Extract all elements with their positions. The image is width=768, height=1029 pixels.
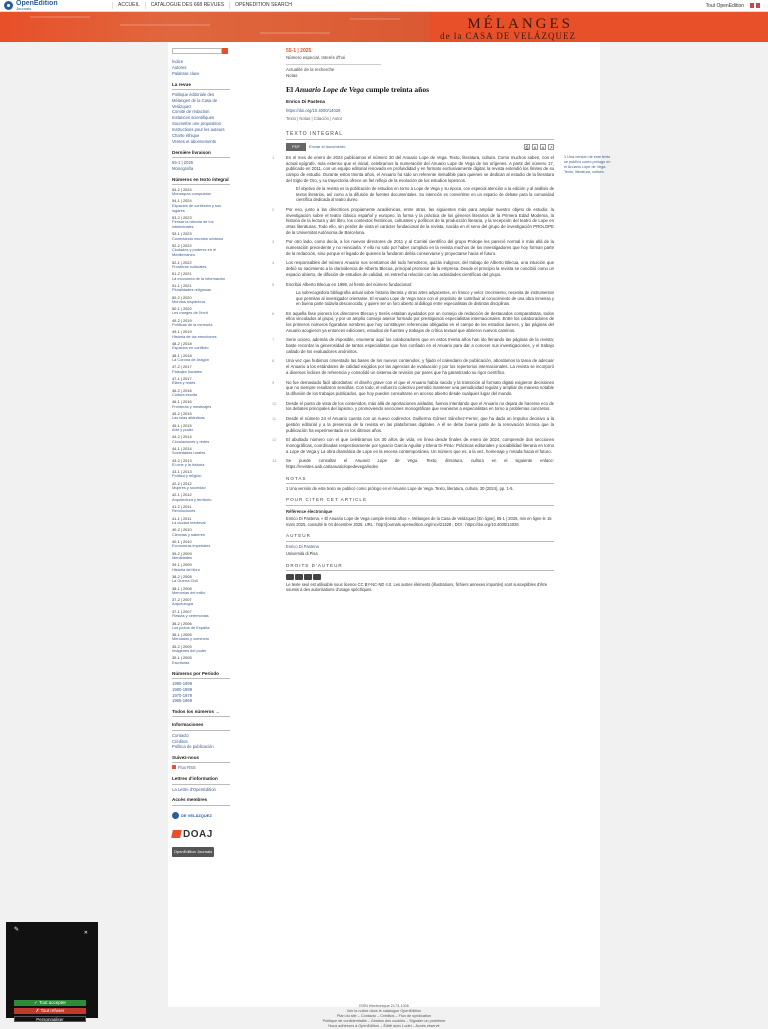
issue-item[interactable] (172, 376, 230, 386)
flag-icon[interactable] (750, 3, 754, 8)
text-tools (524, 144, 554, 150)
print-icon[interactable]: ⎙ (525, 144, 529, 150)
issue-number: 41-2 | 2011 (172, 504, 192, 510)
sidebar-link[interactable]: Instances scientifiques (172, 115, 215, 121)
issue-title: Historia del libro (172, 566, 200, 572)
issue-title: Sociedades rurales (172, 450, 206, 456)
nav-catalogue[interactable]: CATALOGUE DES 668 REVUES (145, 2, 229, 9)
sidebar (168, 46, 230, 857)
issue-number: 51-2 | 2021 (172, 271, 192, 277)
issue-title: Los judíos de España (172, 624, 210, 630)
footer-links[interactable]: Nous adhérons à OpenEdition – Édité avec Lodel – Accès réservé (328, 1023, 440, 1028)
side-note[interactable]: 1 Una versión de este texto se publicó como prólogo en el Anuario Lope de Vega. Texto, literatura, cultura. (564, 154, 611, 174)
nav-search[interactable]: OPENEDITION SEARCH (229, 2, 297, 9)
issue-title: Imágenes del poder (172, 648, 207, 654)
auteur-heading: AUTEUR (286, 533, 554, 541)
brand-name: OpenEdition (16, 0, 58, 7)
cc-icon (286, 574, 294, 580)
issue-number: 39-2 | 2009 (172, 550, 192, 556)
tout-openedition-link[interactable]: Tout OpenEdition (705, 3, 744, 9)
issue-number[interactable]: 55-1 | 2025 (286, 48, 312, 54)
casa-velazquez-logo[interactable]: DE VELÁZQUEZ (172, 812, 226, 820)
notas-heading: NOTAS (286, 476, 554, 484)
issue-number: 35-2 | 2005 (172, 643, 192, 649)
issue-title: Escrituras (172, 659, 190, 665)
issue-number: 47-1 | 2017 (172, 376, 192, 382)
issue-number: 53-2 | 2023 (172, 214, 192, 220)
sidebar-lettres (172, 776, 230, 792)
issue-title: La economía de la información (172, 275, 226, 281)
issue-number: 48-1 | 2018 (172, 352, 192, 358)
issue-item[interactable] (172, 492, 230, 502)
issue-list (172, 187, 230, 666)
sidebar-nav (172, 59, 230, 77)
issue-item[interactable] (172, 353, 230, 363)
accept-all-button[interactable]: ✓ Tout accepter (14, 1000, 86, 1006)
sidebar-dernier (172, 150, 230, 172)
issue-title: Conectando mundos urbanos (172, 235, 224, 241)
issue-number: 42-1 | 2012 (172, 492, 192, 498)
issue-item[interactable] (172, 551, 230, 561)
issue-title: Fronteras y mestizajes (172, 403, 212, 409)
rss-icon (172, 765, 176, 769)
issue-number: 38-1 | 2008 (172, 585, 192, 591)
issue-number: 40-1 | 2010 (172, 539, 192, 545)
sidebar-link[interactable]: Instructions pour les auteurs (172, 127, 225, 133)
issue-title: Mundos hispánicos (172, 298, 206, 304)
font-smaller-icon[interactable]: A (533, 144, 537, 150)
sidebar-item-autores[interactable]: Autores (172, 64, 187, 70)
issue-title: Arqueología (172, 601, 193, 607)
issue-item[interactable] (172, 632, 230, 642)
issue-title: La ciudad medieval (172, 520, 206, 525)
issue-title: Paisajes fluviales (172, 368, 202, 374)
issue-number: 37-1 | 2007 (172, 608, 192, 614)
issue-title: Memorias del exilio (172, 589, 206, 595)
issue-number: 49-1 | 2019 (172, 329, 192, 335)
issue-number: 36-2 | 2006 (172, 620, 192, 626)
issue-number: 51-1 | 2021 (172, 282, 192, 288)
ref-heading: Référence électronique (286, 508, 333, 514)
issue-number: 42-2 | 2012 (172, 480, 192, 486)
top-bar (0, 0, 768, 12)
issue-item[interactable] (172, 318, 230, 328)
sidebar-link[interactable]: Contacto (172, 732, 189, 738)
issue-number: 44-1 | 2014 (172, 445, 192, 451)
sidebar-link[interactable]: 1980-1989 (172, 686, 193, 692)
top-nav (112, 2, 297, 9)
issue-title: Circulaciones y redes (172, 438, 210, 444)
issue-title: Cultura escrita (172, 391, 198, 397)
paragraph: 13 Se puede consultar el Anuario Lope de Vega. Texto, literatura, cultura en el siguiente enlace: https://revistes.uab.cat/anuariolopedevega/index (272, 458, 554, 470)
sidebar-link[interactable]: 55-1 | 2025 (172, 159, 194, 165)
issue-title: La Corona de Aragón (172, 357, 209, 363)
issue-item[interactable] (172, 271, 230, 281)
journal-banner (0, 12, 768, 42)
font-larger-icon[interactable]: A (541, 144, 545, 150)
issue-item[interactable] (172, 516, 230, 526)
issue-title: Mujeres y sociedad (172, 485, 206, 491)
sidebar-heading: Números en texto íntegral (172, 177, 230, 185)
issue-number: 46-2 | 2016 (172, 387, 192, 393)
paragraph: 8 Una vez que hubimos cimentado las bases de los nuevos contenidos, y fijado el calendario de publicación, abordamos la tarea de adecuar el Anuario a los estándares de calidad exigidos por las agencias de evaluación y por los repertorios internacionales. La revista se incorporó a diversos índices de referencia y consolidó un sistema de revisión por pares que ha garantizado su rigor científico. (272, 358, 554, 375)
footer-links[interactable]: Politique de confidentialité – Gestion des cookies – Signaler un problème (322, 1018, 446, 1023)
sidebar-link[interactable]: Charte éthique (172, 132, 200, 138)
flag-icon[interactable] (756, 3, 760, 8)
issue-item[interactable] (172, 574, 230, 584)
sidebar-link[interactable]: Política de publicación (172, 744, 214, 750)
issue-number: 35-1 | 2005 (172, 655, 192, 661)
issue-item[interactable] (172, 446, 230, 456)
openedition-logo-icon (4, 1, 13, 10)
issue-item[interactable] (172, 411, 230, 421)
site-footer (0, 1004, 768, 1029)
paragraph: 2 Por eso, junto a las directrices propiamente académicas, entre otras, las siguientes más para ampliar nuestro objeto de estudio: la investigación sobre el teatro clásico español y europeo, la forma y la práctica de los géneros literarios de la Primera Edad Moderna, la historia de la lectura y del libro, los contextos históricos, culturales y políticos de la producción literaria, y la recepción del teatro de Lope en otras literaturas. Todo ello, sin perder de vista el carácter fundacional de la revista, nacida en el seno del grupo de investigación PROLOPE de la Universitat Autònoma de Barcelona. (272, 206, 554, 235)
paragraph: 7 Serie ocioso, además de imposible, enumerar aquí los colaboradores que en estos treinta años han ido llenando las páginas de la revista; baste recordar la generosidad de tantos especialistas que han confiado en el Anuario para dar a conocer sus investigaciones, y el trabajo callado de los evaluadores anónimos. (272, 337, 554, 354)
nd-icon (313, 574, 321, 580)
by-icon (295, 574, 303, 580)
quote: El objetivo de la revista es la publicación de estudios en torno a Lope de Vega y su época, con especial atención a la edición y al análisis de textos literarios, así como a la difusión de fuentes documentales. Su intención es convertirse en un espacio de debate para la comunidad científica dedicada al teatro áureo. (296, 186, 554, 203)
language-selector[interactable] (750, 3, 760, 8)
issue-title: Ciencias y saberes (172, 531, 205, 537)
issue-number: 38-2 | 2008 (172, 573, 192, 579)
issue-title: Políticas de la memoria (172, 322, 213, 328)
issue-title: Les marges de l'écrit (172, 310, 208, 316)
texto-integral-heading: TEXTO INTEGRAL (286, 131, 554, 140)
issue-title: Fronteras culturales (172, 263, 207, 269)
sidebar-heading: Suivez-nous (172, 755, 230, 763)
section-label[interactable]: Actualité de la recherche (286, 64, 381, 73)
sidebar-link[interactable]: Politique éditoriale des Mélanges de la Casa de Velázquez (172, 91, 218, 109)
paragraph: 5 Escribió Alberto Blecua en 1995, al frente del número fundacional: La sobrecogedora bibliografía actual sobre historia literaria y otras artes adyacentes, en franco y veloz crecimiento, necesita de instrumentos que permitan al investigador orientarse. El Anuario Lope de Vega nace con el propósito de contribuir al conocimiento de una obra inmensa y en buena parte todavía desconocida, y quiere ser un foro abierto al diálogo entre especialistas de distintas disciplinas. (272, 281, 554, 307)
nc-icon (304, 574, 312, 580)
sidebar-revue (172, 82, 230, 145)
issue-item[interactable] (172, 609, 230, 619)
sidebar-item-indice[interactable]: Índice (172, 59, 184, 64)
issue-number: 50-1 | 2020 (172, 306, 192, 312)
issue-number: 39-1 | 2009 (172, 562, 192, 568)
issue-item[interactable] (172, 423, 230, 433)
article-main (272, 46, 611, 593)
issue-item[interactable] (172, 341, 230, 351)
issue-item[interactable] (172, 306, 230, 316)
article-title: El Anuario Lope de Vega cumple treinta años (286, 84, 430, 94)
sidebar-acces (172, 797, 230, 805)
issue-number: 48-2 | 2018 (172, 341, 192, 347)
footnote[interactable]: 1 Una versión de este texto se publicó como prólogo en el Anuario Lope de Vega. Texto, literatura, cultura, 30 (2024), pp. 1-5. (286, 485, 514, 491)
issue-number: 52-1 | 2022 (172, 259, 192, 265)
issue-item[interactable] (172, 231, 230, 241)
article-toolbar (286, 143, 554, 151)
journal-subtitle: de la CASA DE VELÁZQUEZ (440, 31, 576, 41)
issue-title: Élites y redes (172, 380, 196, 386)
paragraph: 6 En aquella fase pionera los directores Blecua y Serés estaban ayudados por un consejo de redacción de destacados comparatistas, todos ellos vinculados al grupo, y por un amplio consejo asesor formado por prestigiosos especialistas internacionales. Entre los colaboradores de los primeros números figuraban nombres que hoy constituyen referencias obligadas en el campo de los estudios áureos, y las páginas del Anuario acogieron ya entonces ediciones, estudios de fuentes y trabajos de crítica textual que abrieron nuevos caminos. (272, 310, 554, 333)
paragraph: 1 En el mes de enero de 2024 publicamos el número 30 del Anuario Lope de Vega. Texto, literatura, cultura. Como muchos saben, con el actual epígrafe, más extenso que el inicial, celebramos la numeración del Anuario Lope de Vega de los orígenes. A partir del número 17, publicado en 2011, con un equipo editorial renovado en profundidad y en formato exclusivamente digital, la revista extendió los límites de su campo de estudio. Durante estos treinta años, el Anuario ha sido un referente ineludible para quienes se dedican al estudio de la literatura del Siglo de Oro, y su trayectoria ofrece un fiel reflejo de la evolución de los estudios lopescos. 1 Una versión de este texto se publicó como prólogo en el Anuario Lope de Vega. Texto, literatura, cultura. El objetivo de la revista es la publicación de estudios en torno a Lope de Vega y su época, con especial atención a la edición y al análisis de textos literarios, así como a la difusión de fuentes documentales. Su intención es convertirse en un espacio de debate para la comunidad científica dedicada al teatro áureo. (272, 154, 611, 203)
citar-heading: POUR CITER CET ARTICLE (286, 497, 554, 505)
issue-item[interactable] (172, 539, 230, 549)
openedition-journals-logo[interactable]: OpenEdition Journals (172, 847, 214, 857)
issue-subtitle: Número especial. Interés d'hoi (286, 54, 346, 60)
issue-title: Pensar la historia de los intelectuales (172, 219, 214, 230)
issue-item[interactable] (172, 655, 230, 665)
pdf-button[interactable]: PDF (286, 143, 306, 150)
issue-item[interactable] (172, 388, 230, 398)
sidebar-link[interactable]: 1990-1999 (172, 680, 193, 686)
close-icon[interactable]: ✕ (83, 930, 88, 936)
issue-item[interactable] (172, 399, 230, 409)
banner-artwork (0, 12, 430, 42)
customize-button[interactable]: Personnaliser (14, 1016, 86, 1022)
issue-item[interactable] (172, 481, 230, 491)
sidebar-heading: Números por Período (172, 671, 230, 679)
cookie-banner (6, 922, 98, 1023)
sidebar-numeros (172, 177, 230, 666)
issue-number: 44-2 | 2014 (172, 434, 192, 440)
article-author[interactable]: Enrico Di Pastena (286, 98, 326, 104)
page-content (168, 42, 611, 1007)
issue-title: Fiestas y ceremonias (172, 613, 209, 619)
droits-heading: DROITS D'AUTEUR (286, 563, 554, 571)
paragraph: 11 Desde el número 24 el Anuario cuenta con un nuevo codirector, Guillermo Gómez Sánchez-Ferrer, que ha dado un impulso decisivo a la gestión editorial y a la presencia de la revista en las plataformas digitales. A él se debe buena parte de la renovación técnica que la publicación ha experimentado en los últimos años. (272, 416, 554, 433)
sidebar-heading: Informaciones (172, 722, 230, 730)
paragraph: 9 No fue demasiado fácil abordarlas: el diseño grave con el que el Anuario había nacido y la transición al formato digital exigieron decisiones que no siempre resultaron sencillas. Con todo, el esfuerzo colectivo permitió mantener una periodicidad regular y ampliar de manera notable la difusión de los trabajos publicados, que hoy pueden consultarse en acceso abierto desde cualquier lugar del mundo. (272, 379, 554, 396)
sidebar-periodo (172, 671, 230, 705)
paragraph: 10 Desde el punto de vista de los contenidos, más allá de aportaciones aisladas, fuimos intentando que el Anuario no dejara de hacerse eco de los debates principales del lopismo, y promoviendo secciones monográficas que reunieran a especialistas en torno a problemas concretos. (272, 400, 554, 412)
sidebar-item-palabras[interactable]: Palabras clave (172, 70, 200, 76)
doaj-icon (171, 830, 182, 838)
issue-title: Identidades (172, 554, 193, 560)
footer-links[interactable]: Plan du site – Contacto – Créditos – Flux de syndication (336, 1013, 432, 1018)
issue-title: Arquitectura y territorio (172, 496, 212, 502)
issue-number: 41-1 | 2011 (172, 515, 192, 521)
issue-number: 45-2 | 2015 (172, 410, 192, 416)
issue-number: 49-2 | 2019 (172, 317, 192, 323)
issue-item[interactable] (172, 562, 230, 572)
nav-accueil[interactable]: ACCUEIL (112, 2, 145, 9)
issue-item[interactable] (172, 364, 230, 374)
issue-number: 36-1 | 2006 (172, 632, 192, 638)
sidebar-suivez (172, 755, 230, 771)
casa-velazquez-icon (172, 812, 179, 819)
license-text: Le texte seul est utilisable sous licence CC BY-NC-ND 4.0. Les autres éléments (illustrations, fichiers annexes importés) sont susceptibles d'être soumis à des autorisations d'usage spécifiques. (286, 581, 548, 593)
brand-sub: Journals (16, 6, 32, 11)
cookie-icon: ✎ (14, 927, 20, 933)
issue-title: Pluralidades religiosas (172, 287, 211, 293)
openedition-logo[interactable] (4, 0, 112, 11)
paragraph: 12 El abultado número con el que celebramos los 30 años de vida, en línea desde finales de enero de 2024, comprende dos secciones monográficas, coordinadas respectivamente por Ignacio García Aguilar y Elena Di Pinto: Prácticas editoriales y sociabilidad literaria en torno a Lope de Vega y La obra dramática de Lope en la escena contemporánea. Un número que es, a la vez, homenaje y mirada hacia el futuro. (272, 437, 554, 454)
sidebar-info (172, 722, 230, 750)
catalogue-link[interactable]: Voir la notice dans le catalogue OpenEdition (346, 1008, 422, 1013)
sidebar-search (172, 48, 230, 54)
section-sublabel[interactable]: Notas (286, 72, 298, 78)
issue-number: 54-2 | 2024 (172, 186, 192, 192)
doaj-logo[interactable]: DOAJ (172, 828, 230, 842)
issue-number: 46-1 | 2016 (172, 399, 192, 405)
issue-number: 52-2 | 2022 (172, 243, 192, 249)
issue-number: 40-2 | 2010 (172, 527, 192, 533)
sidebar-link[interactable]: Monografía (172, 165, 194, 171)
paragraph: 4 Los responsables del número Anuario nos sentíamos del todo herederos, quizás indignos, del trabajo de Alberto Blecua, una intuición que debió su nacimiento a la clarividencia de Alberto Blecua, principal promotor de la empresa. Desde el principio la revista se concibió como un espacio abierto, de difusión de estudios de calidad, en estrecha relación con las actividades científicas del grupo. (272, 260, 554, 277)
acces-membres-link[interactable]: Accès membres (172, 797, 230, 805)
issue-item[interactable] (172, 621, 230, 631)
issue-title: El cine y la historia (172, 461, 205, 467)
issue-number: 43-1 | 2013 (172, 469, 192, 475)
quote: La sobrecogedora bibliografía actual sobre historia literaria y otras artes adyacentes, en franco y veloz crecimiento, necesita de instrumentos que permitan al investigador orientarse. El Anuario Lope de Vega nace con el propósito de contribuir al conocimiento de una obra inmensa y en buena parte todavía desconocida, y quiere ser un foro abierto al diálogo entre especialistas de distintas disciplinas. (296, 290, 554, 307)
issue-title: Espacios de confesión y sus lugares (172, 202, 222, 213)
sidebar-link[interactable]: Ventes et abonnements (172, 138, 217, 144)
share-icon[interactable]: ↗ (549, 144, 553, 150)
article-footer (286, 476, 554, 593)
sidebar-link[interactable]: La Lettre d'OpenEdition (172, 786, 216, 792)
issn: ISSN électronique 2173-1306 (359, 1004, 409, 1008)
partner-logos (172, 812, 230, 858)
issue-item[interactable] (172, 187, 230, 197)
issue-title: Política y religión (172, 473, 202, 479)
author-affiliation: Università di Pisa (286, 551, 318, 557)
doi-link[interactable]: https://doi.org/10.4000/14026 (286, 107, 341, 113)
issue-number: 43-2 | 2013 (172, 457, 192, 463)
issue-item[interactable] (172, 504, 230, 514)
issue-number: 53-1 | 2023 (172, 231, 192, 237)
issue-item[interactable] (172, 597, 230, 607)
issue-title: Revoluciones (172, 508, 196, 514)
issue-title: Historia de las emociones (172, 333, 217, 339)
issue-title: Las islas atlánticas (172, 415, 205, 421)
todos-link[interactable]: Todos los números → (172, 709, 230, 717)
sidebar-link[interactable]: Créditos (172, 738, 188, 744)
issue-number: 47-2 | 2017 (172, 364, 192, 370)
issue-item[interactable] (172, 283, 230, 293)
issue-title: Arte y poder (172, 426, 194, 432)
sidebar-link[interactable]: 1965-1969 (172, 698, 193, 704)
search-input[interactable] (172, 48, 222, 54)
issue-item[interactable] (172, 243, 230, 258)
issue-item[interactable] (172, 198, 230, 213)
send-document-button[interactable]: Enviar el documento (309, 144, 346, 150)
issue-item[interactable] (172, 644, 230, 654)
sidebar-todos (172, 709, 230, 717)
cc-license-badge[interactable] (286, 574, 554, 580)
sidebar-link[interactable]: 1970-1979 (172, 692, 193, 698)
issue-item[interactable] (172, 527, 230, 537)
issue-item[interactable] (172, 586, 230, 596)
issue-title: Monarquía compuesta (172, 191, 211, 197)
journal-title[interactable]: MÉLANGES (467, 16, 573, 32)
issue-item[interactable] (172, 458, 230, 468)
refuse-all-button[interactable]: ✗ Tout refuser (14, 1008, 86, 1014)
issue-title: Ciudades y poderes en el Mediterráneo (172, 247, 217, 258)
sidebar-link[interactable]: Comité de rédaction (172, 109, 210, 115)
issue-item[interactable] (172, 215, 230, 230)
author-link[interactable]: Enrico Di Pastena (286, 543, 319, 549)
search-button[interactable] (222, 48, 228, 54)
sidebar-heading: La revue (172, 82, 230, 90)
issue-title: La Guerra Civil (172, 578, 198, 584)
reference-text: Enrico Di Pastena, « El Anuario Lope de Vega cumple treinta años », Mélanges de la Casa de Velázquez [En ligne], 55-1 | 2025, mis en ligne le 15 mars 2025, consulté le 04 décembre 2025. URL : http://journals.openedition.org/mcv/21528 ; DOI : https://doi.org/10.4000/14026 (286, 516, 552, 527)
sidebar-heading: Lettres d'information (172, 776, 230, 784)
issue-number: 45-1 | 2015 (172, 422, 192, 428)
issue-title: Economías imperiales (172, 543, 211, 549)
issue-item[interactable] (172, 260, 230, 270)
issue-item[interactable] (172, 295, 230, 305)
issue-title: Espacios en conflicto (172, 345, 209, 351)
issue-item[interactable] (172, 469, 230, 479)
rss-link[interactable]: Flux RSS (172, 765, 230, 771)
sidebar-heading: Dernière livraison (172, 150, 230, 158)
sidebar-link[interactable]: Soumettre une proposition (172, 121, 222, 127)
issue-title: Mercados y comercio (172, 636, 209, 642)
issue-item[interactable] (172, 434, 230, 444)
issue-number: 50-2 | 2020 (172, 294, 192, 300)
issue-number: 54-1 | 2024 (172, 198, 192, 204)
paragraph: 3 Por otro lado, como decía, a los nuevos directores de 2011 y al Comité científico del grupo Prolope les pareció normal ir más allá de la numeración precedente y no reiniciarla. Y ello no solo por haber cumplido en la revista muchos de los investigadores que hoy forman parte de la redacción, sino porque el legado de quienes la fundaron debía conservarse y proyectarse hacia el futuro. (272, 239, 554, 256)
issue-number: 37-2 | 2007 (172, 597, 192, 603)
article-meta-links[interactable]: Texto | Notas | Citación | Autor (286, 115, 343, 121)
issue-item[interactable] (172, 329, 230, 339)
